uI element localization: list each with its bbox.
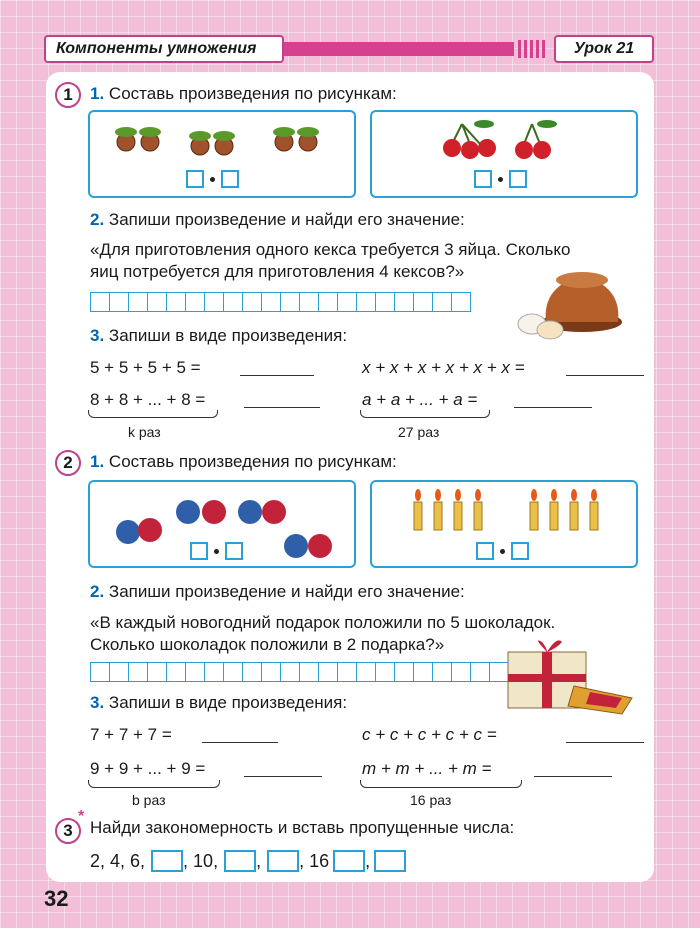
task2-part1-instruction: 1. Составь произведения по рисункам: bbox=[90, 452, 397, 471]
answer-line[interactable] bbox=[240, 375, 314, 376]
expression: c + c + c + c + c = bbox=[362, 725, 497, 744]
sequence-text: , bbox=[256, 850, 262, 871]
ornaments-picture-box bbox=[88, 480, 356, 568]
factor-box-3[interactable] bbox=[474, 170, 492, 188]
expression: a + a + ... + a = bbox=[362, 390, 478, 409]
answer-line[interactable] bbox=[566, 742, 644, 743]
difficulty-star: * bbox=[78, 808, 85, 825]
christmas-balls-illustration bbox=[90, 482, 354, 566]
candles-picture-box bbox=[370, 480, 638, 568]
underbrace bbox=[88, 410, 218, 418]
answer-line[interactable] bbox=[514, 407, 592, 408]
missing-number-box[interactable] bbox=[267, 850, 299, 872]
sequence-text: , 10, bbox=[183, 850, 219, 871]
header-stripes bbox=[518, 40, 548, 58]
missing-number-box[interactable] bbox=[151, 850, 183, 872]
expression: m + m + ... + m = bbox=[362, 759, 492, 778]
answer-line[interactable] bbox=[534, 776, 612, 777]
factor-box-4[interactable] bbox=[509, 170, 527, 188]
multiply-dot bbox=[210, 177, 215, 182]
multiply-dot bbox=[500, 549, 505, 554]
task-number-3: 3 bbox=[55, 818, 81, 844]
task2-part2-instruction: 2. Запиши произведение и найди его значение: bbox=[90, 582, 465, 601]
cherries-illustration bbox=[372, 112, 636, 172]
multiply-dot bbox=[498, 177, 503, 182]
hazelnuts-illustration bbox=[90, 112, 354, 172]
answer-line[interactable] bbox=[202, 742, 278, 743]
header-bar bbox=[284, 42, 514, 56]
task2-part3-instruction: 3. Запиши в виде произведения: bbox=[90, 693, 348, 712]
missing-number-box[interactable] bbox=[333, 850, 365, 872]
expression: 8 + 8 + ... + 8 = bbox=[90, 390, 206, 409]
underbrace bbox=[88, 780, 220, 788]
factor-box-1[interactable] bbox=[186, 170, 204, 188]
expression: 7 + 7 + 7 = bbox=[90, 725, 172, 744]
multiply-dot bbox=[214, 549, 219, 554]
gift-box-image bbox=[502, 636, 638, 716]
answer-line[interactable] bbox=[244, 776, 322, 777]
lesson-label: Урок 21 bbox=[554, 35, 654, 63]
topic-title: Компоненты умножения bbox=[44, 35, 284, 63]
expression: 9 + 9 + ... + 9 = bbox=[90, 759, 206, 778]
task1-part1-instruction: 1. Составь произведения по рисункам: bbox=[90, 84, 397, 103]
answer-line[interactable] bbox=[244, 407, 320, 408]
problem-text-line: «Для приготовления одного кекса требуется 3 яйца. Сколько bbox=[90, 240, 571, 259]
task3-instruction: Найди закономерность и вставь пропущенные числа: bbox=[90, 818, 515, 837]
cake-and-eggs-image bbox=[512, 266, 632, 342]
expression: 5 + 5 + 5 + 5 = bbox=[90, 358, 201, 377]
task1-part3-instruction: 3. Запиши в виде произведения: bbox=[90, 326, 348, 345]
page-number: 32 bbox=[44, 886, 69, 911]
task1-part2-instruction: 2. Запиши произведение и найди его значение: bbox=[90, 210, 465, 229]
brace-label: 27 раз bbox=[398, 424, 440, 440]
problem-text-line: яиц потребуется для приготовления 4 кексов?» bbox=[90, 262, 465, 281]
number-sequence bbox=[90, 850, 406, 872]
brace-label: b раз bbox=[132, 792, 166, 808]
underbrace bbox=[360, 410, 490, 418]
sequence-text: , bbox=[365, 850, 371, 871]
answer-cells[interactable] bbox=[90, 292, 470, 312]
task-number-1: 1 bbox=[55, 82, 81, 108]
factor-box-6[interactable] bbox=[225, 542, 243, 560]
sequence-text: 2, 4, 6, bbox=[90, 850, 146, 871]
expression: x + x + x + x + x + x = bbox=[362, 358, 525, 377]
underbrace bbox=[360, 780, 522, 788]
task-number-2: 2 bbox=[55, 450, 81, 476]
factor-box-7[interactable] bbox=[476, 542, 494, 560]
factor-box-2[interactable] bbox=[221, 170, 239, 188]
problem-text-line: Сколько шоколадок положили в 2 подарка?» bbox=[90, 635, 445, 654]
sequence-text: , 16 bbox=[299, 850, 330, 871]
factor-box-5[interactable] bbox=[190, 542, 208, 560]
cherries-picture-box bbox=[370, 110, 638, 198]
brace-label: 16 раз bbox=[410, 792, 452, 808]
missing-number-box[interactable] bbox=[374, 850, 406, 872]
missing-number-box[interactable] bbox=[224, 850, 256, 872]
answer-cells[interactable] bbox=[90, 662, 508, 682]
factor-box-8[interactable] bbox=[511, 542, 529, 560]
answer-line[interactable] bbox=[566, 375, 644, 376]
problem-text-line: «В каждый новогодний подарок положили по 5 шоколадок. bbox=[90, 613, 556, 632]
candles-illustration bbox=[372, 482, 636, 542]
brace-label: k раз bbox=[128, 424, 161, 440]
